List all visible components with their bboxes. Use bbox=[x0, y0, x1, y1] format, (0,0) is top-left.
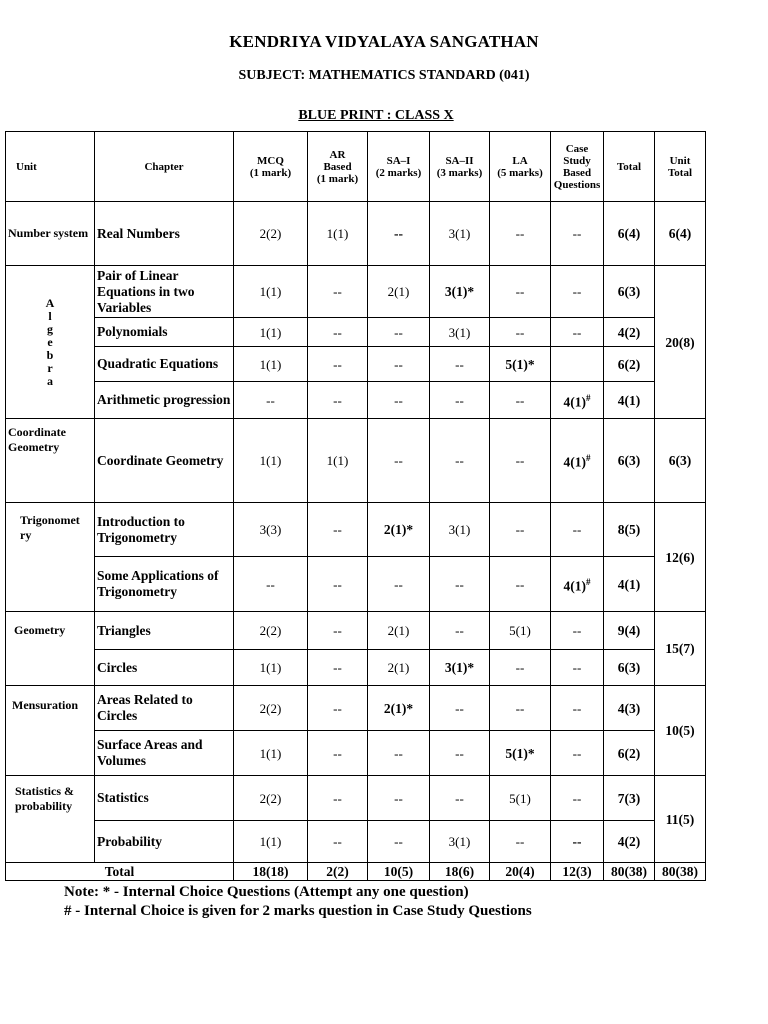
ar-cell: -- bbox=[308, 650, 368, 686]
unit-total-cell: 6(3) bbox=[655, 419, 706, 503]
mcq-cell: 2(2) bbox=[234, 612, 308, 650]
table-row bbox=[6, 503, 706, 557]
total-cell: 4(2) bbox=[604, 821, 655, 863]
notes bbox=[64, 883, 532, 921]
total-row bbox=[6, 863, 706, 881]
sa2-cell: -- bbox=[430, 686, 490, 731]
column-header-total: Total bbox=[604, 132, 655, 202]
cs-cell: -- bbox=[551, 202, 604, 266]
cs-case: Case bbox=[565, 142, 589, 155]
column-header-unit: Unit bbox=[6, 132, 95, 202]
mcq-cell: -- bbox=[234, 382, 308, 419]
table-row bbox=[6, 419, 706, 503]
cs-cell: -- bbox=[551, 503, 604, 557]
total-total: 80(38) bbox=[604, 863, 655, 881]
chapter-cell: Areas Related to Circles bbox=[95, 686, 234, 731]
algebra-letter: b bbox=[46, 347, 54, 362]
unit-total-line2: Total bbox=[667, 166, 693, 179]
sa2-cell: -- bbox=[430, 612, 490, 650]
sa1-cell: -- bbox=[368, 419, 430, 503]
ar-cell: -- bbox=[308, 318, 368, 347]
la-cell: -- bbox=[490, 650, 551, 686]
ar-based: Based bbox=[323, 160, 352, 173]
table-row bbox=[6, 686, 706, 731]
sa2-cell: -- bbox=[430, 731, 490, 776]
algebra-letter: a bbox=[47, 373, 53, 388]
cs-cell: -- bbox=[551, 650, 604, 686]
unit-cell: Coordinate Geometry bbox=[6, 419, 95, 503]
total-label: Total bbox=[6, 863, 234, 881]
total-cell: 6(2) bbox=[604, 731, 655, 776]
hash-marker: # bbox=[586, 453, 591, 464]
la-cell: 5(1) bbox=[490, 776, 551, 821]
sa1-cell: 2(1)* bbox=[368, 686, 430, 731]
unit-total-cell: 6(4) bbox=[655, 202, 706, 266]
mcq-cell: -- bbox=[234, 557, 308, 612]
hash-marker: # bbox=[586, 392, 591, 403]
chapter-cell: Introduction to Trigonometry bbox=[95, 503, 234, 557]
unit-total-line1: Unit bbox=[669, 154, 691, 167]
sa1-marks: (2 marks) bbox=[375, 166, 422, 179]
cs-cell bbox=[551, 557, 604, 612]
unit-cell: Statistics & probability bbox=[6, 776, 95, 863]
total-unit-total: 80(38) bbox=[655, 863, 706, 881]
chapter-cell: Pair of Linear Equations in two Variables bbox=[95, 266, 234, 318]
total-cell: 6(3) bbox=[604, 419, 655, 503]
total-cell: 6(4) bbox=[604, 202, 655, 266]
column-header-mcq bbox=[234, 132, 308, 202]
table-row bbox=[6, 731, 706, 776]
mcq-cell: 1(1) bbox=[234, 347, 308, 382]
ar-cell: -- bbox=[308, 266, 368, 318]
la-cell: 5(1) bbox=[490, 612, 551, 650]
sa2-cell: 3(1) bbox=[430, 821, 490, 863]
chapter-cell: Arithmetic progression bbox=[95, 382, 234, 419]
total-cell: 6(2) bbox=[604, 347, 655, 382]
chapter-cell: Coordinate Geometry bbox=[95, 419, 234, 503]
column-header-la bbox=[490, 132, 551, 202]
sa2-cell: 3(1) bbox=[430, 503, 490, 557]
cs-cell bbox=[551, 419, 604, 503]
total-cell: 7(3) bbox=[604, 776, 655, 821]
table-row bbox=[6, 347, 706, 382]
total-mcq: 18(18) bbox=[234, 863, 308, 881]
total-ar: 2(2) bbox=[308, 863, 368, 881]
mcq-cell: 1(1) bbox=[234, 318, 308, 347]
mcq-cell: 1(1) bbox=[234, 650, 308, 686]
chapter-cell: Statistics bbox=[95, 776, 234, 821]
ar-cell: -- bbox=[308, 382, 368, 419]
algebra-letter: l bbox=[48, 308, 52, 323]
total-cell: 4(1) bbox=[604, 382, 655, 419]
sa1-cell: -- bbox=[368, 382, 430, 419]
sa1-cell: -- bbox=[368, 731, 430, 776]
table-header-row bbox=[6, 132, 706, 202]
chapter-cell: Circles bbox=[95, 650, 234, 686]
unit-total-cell: 20(8) bbox=[655, 266, 706, 419]
total-cell: 8(5) bbox=[604, 503, 655, 557]
total-cs: 12(3) bbox=[551, 863, 604, 881]
sa2-marks: (3 marks) bbox=[436, 166, 483, 179]
sa2-cell: -- bbox=[430, 347, 490, 382]
total-sa2: 18(6) bbox=[430, 863, 490, 881]
blueprint-heading bbox=[0, 108, 752, 124]
la-cell: -- bbox=[490, 419, 551, 503]
la-label: LA bbox=[512, 154, 528, 167]
sa1-cell: -- bbox=[368, 821, 430, 863]
algebra-letter: r bbox=[47, 360, 53, 375]
mcq-cell: 1(1) bbox=[234, 266, 308, 318]
cs-cell: -- bbox=[551, 776, 604, 821]
mcq-cell: 1(1) bbox=[234, 821, 308, 863]
ar-label: AR bbox=[329, 148, 346, 161]
chapter-cell: Triangles bbox=[95, 612, 234, 650]
column-header-sa2 bbox=[430, 132, 490, 202]
cs-based: Based bbox=[562, 166, 592, 179]
blueprint-table bbox=[5, 131, 706, 881]
ar-cell: 1(1) bbox=[308, 202, 368, 266]
mcq-cell: 1(1) bbox=[234, 419, 308, 503]
la-cell: -- bbox=[490, 202, 551, 266]
mcq-cell: 1(1) bbox=[234, 731, 308, 776]
note-internal-choice: Note: * - Internal Choice Questions (Attempt any one question) bbox=[64, 884, 469, 900]
sa2-cell: 3(1) bbox=[430, 318, 490, 347]
sa2-cell: 3(1)* bbox=[430, 650, 490, 686]
total-sa1: 10(5) bbox=[368, 863, 430, 881]
sa1-label: SA–I bbox=[386, 154, 411, 167]
ar-cell: -- bbox=[308, 686, 368, 731]
sa1-cell: -- bbox=[368, 557, 430, 612]
ar-cell: -- bbox=[308, 821, 368, 863]
cs-value: 4(1) bbox=[563, 578, 586, 594]
table-row bbox=[6, 266, 706, 318]
chapter-cell: Some Applications of Trigonometry bbox=[95, 557, 234, 612]
ar-cell: -- bbox=[308, 503, 368, 557]
table-row bbox=[6, 557, 706, 612]
table-row bbox=[6, 318, 706, 347]
total-cell: 4(1) bbox=[604, 557, 655, 612]
sa2-cell: -- bbox=[430, 382, 490, 419]
table-row bbox=[6, 202, 706, 266]
total-cell: 4(3) bbox=[604, 686, 655, 731]
total-la: 20(4) bbox=[490, 863, 551, 881]
unit-cell-algebra bbox=[6, 266, 95, 419]
sa2-cell: 3(1)* bbox=[430, 266, 490, 318]
la-cell: -- bbox=[490, 821, 551, 863]
sa1-cell: 2(1)* bbox=[368, 503, 430, 557]
mcq-cell: 2(2) bbox=[234, 686, 308, 731]
column-header-unit-total bbox=[655, 132, 706, 202]
mcq-cell: 2(2) bbox=[234, 776, 308, 821]
ar-marks: (1 mark) bbox=[316, 172, 359, 185]
ar-cell: 1(1) bbox=[308, 419, 368, 503]
column-header-ar bbox=[308, 132, 368, 202]
unit-cell: Trigonomet ry bbox=[6, 503, 95, 612]
note-case-study: # - Internal Choice is given for 2 marks question in Case Study Questions bbox=[64, 903, 532, 919]
la-cell: -- bbox=[490, 382, 551, 419]
cs-cell: -- bbox=[551, 612, 604, 650]
chapter-cell: Surface Areas and Volumes bbox=[95, 731, 234, 776]
unit-total-cell: 10(5) bbox=[655, 686, 706, 776]
column-header-chapter: Chapter bbox=[95, 132, 234, 202]
sa2-label: SA–II bbox=[445, 154, 474, 167]
total-cell: 6(3) bbox=[604, 650, 655, 686]
chapter-cell: Polynomials bbox=[95, 318, 234, 347]
table-row bbox=[6, 612, 706, 650]
cs-cell: -- bbox=[551, 821, 604, 863]
blueprint-heading-text: BLUE PRINT : CLASS X bbox=[298, 108, 454, 123]
column-header-sa1 bbox=[368, 132, 430, 202]
unit-cell: Mensuration bbox=[6, 686, 95, 776]
table-row bbox=[6, 382, 706, 419]
ar-cell: -- bbox=[308, 557, 368, 612]
mcq-cell: 2(2) bbox=[234, 202, 308, 266]
table-row bbox=[6, 650, 706, 686]
cs-cell bbox=[551, 382, 604, 419]
sa2-cell: -- bbox=[430, 419, 490, 503]
chapter-cell: Real Numbers bbox=[95, 202, 234, 266]
unit-cell: Number system bbox=[6, 202, 95, 266]
sa2-cell: 3(1) bbox=[430, 202, 490, 266]
unit-total-cell: 15(7) bbox=[655, 612, 706, 686]
cs-cell: -- bbox=[551, 318, 604, 347]
table-row bbox=[6, 821, 706, 863]
ar-cell: -- bbox=[308, 776, 368, 821]
ar-cell: -- bbox=[308, 347, 368, 382]
table-row bbox=[6, 776, 706, 821]
cs-value: 4(1) bbox=[563, 454, 586, 470]
unit-total-cell: 11(5) bbox=[655, 776, 706, 863]
sa2-cell: -- bbox=[430, 557, 490, 612]
ar-cell: -- bbox=[308, 731, 368, 776]
sa1-cell: -- bbox=[368, 202, 430, 266]
sa2-cell: -- bbox=[430, 776, 490, 821]
chapter-cell: Quadratic Equations bbox=[95, 347, 234, 382]
cs-cell: -- bbox=[551, 686, 604, 731]
subject-heading: SUBJECT: MATHEMATICS STANDARD (041) bbox=[238, 68, 530, 83]
total-cell: 9(4) bbox=[604, 612, 655, 650]
sa1-cell: 2(1) bbox=[368, 266, 430, 318]
la-cell: -- bbox=[490, 266, 551, 318]
algebra-letter: A bbox=[45, 295, 55, 310]
sa1-cell: -- bbox=[368, 776, 430, 821]
la-cell: -- bbox=[490, 686, 551, 731]
hash-marker: # bbox=[586, 576, 591, 587]
ar-cell: -- bbox=[308, 612, 368, 650]
la-cell: 5(1)* bbox=[490, 731, 551, 776]
chapter-cell: Probability bbox=[95, 821, 234, 863]
mcq-label: MCQ bbox=[257, 154, 284, 167]
la-cell: -- bbox=[490, 503, 551, 557]
cs-questions: Questions bbox=[553, 178, 601, 191]
cs-cell bbox=[551, 347, 604, 382]
cs-value: 4(1) bbox=[563, 394, 586, 410]
cs-cell: -- bbox=[551, 266, 604, 318]
la-marks: (5 marks) bbox=[497, 166, 543, 179]
algebra-letter: g bbox=[47, 321, 53, 336]
unit-total-cell: 12(6) bbox=[655, 503, 706, 612]
document-title: KENDRIYA VIDYALAYA SANGATHAN bbox=[229, 32, 539, 51]
sa1-cell: -- bbox=[368, 347, 430, 382]
unit-cell: Geometry bbox=[6, 612, 95, 686]
sa1-cell: 2(1) bbox=[368, 650, 430, 686]
cs-study: Study bbox=[563, 154, 591, 167]
sa1-cell: -- bbox=[368, 318, 430, 347]
algebra-letter: e bbox=[47, 334, 53, 349]
cs-cell: -- bbox=[551, 731, 604, 776]
la-cell: -- bbox=[490, 557, 551, 612]
total-cell: 6(3) bbox=[604, 266, 655, 318]
la-cell: 5(1)* bbox=[490, 347, 551, 382]
mcq-marks: (1 mark) bbox=[249, 166, 292, 179]
column-header-case-study bbox=[551, 132, 604, 202]
la-cell: -- bbox=[490, 318, 551, 347]
sa1-cell: 2(1) bbox=[368, 612, 430, 650]
mcq-cell: 3(3) bbox=[234, 503, 308, 557]
total-cell: 4(2) bbox=[604, 318, 655, 347]
